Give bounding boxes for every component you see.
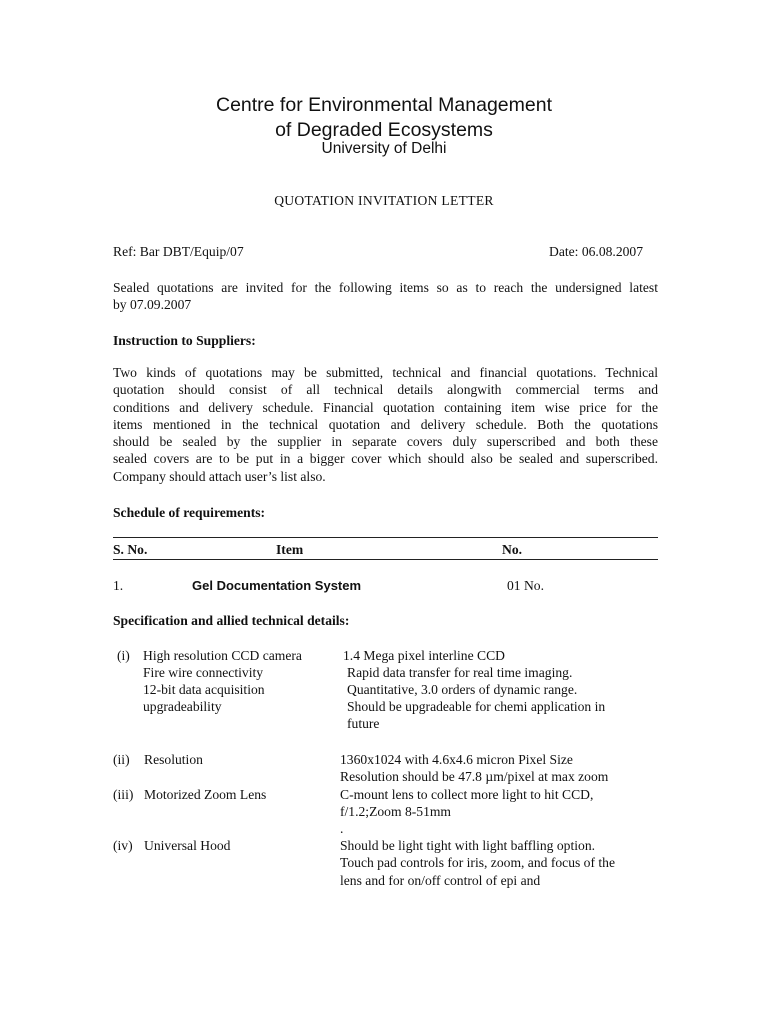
spec-label: 12-bit data acquisition: [143, 682, 265, 697]
intro-paragraph: [113, 279, 658, 314]
spec-detail: Resolution should be 47.8 µm/pixel at max zoom: [340, 769, 609, 784]
spec-detail: Touch pad controls for iris, zoom, and focus of the: [340, 855, 616, 870]
spec-number: (ii): [113, 752, 130, 767]
instructions-line: Company should attach user’s list also.: [113, 468, 326, 484]
spec-label: High resolution CCD camera: [143, 648, 302, 663]
spec-label: Resolution: [144, 752, 203, 767]
letter-date: Date: 06.08.2007: [549, 244, 644, 259]
spec-label: upgradeability: [143, 699, 222, 714]
table-header-rule: [113, 559, 658, 560]
instructions-line: conditions and delivery schedule. Financial quotation containing item wise price for the: [113, 399, 658, 415]
specification-heading: Specification and allied technical details:: [113, 613, 350, 628]
letter-title: QUOTATION INVITATION LETTER: [274, 193, 494, 208]
instructions-paragraph: [113, 364, 658, 485]
spec-detail: f/1.2;Zoom 8-51mm: [340, 804, 452, 819]
instructions-line: quotation should consist of all technical details alongwith commercial terms and: [113, 382, 658, 398]
spec-detail: lens and for on/off control of epi and: [340, 873, 541, 888]
intro-line: Sealed quotations are invited for the following items so as to reach the undersigned latest: [113, 280, 658, 295]
spec-detail: .: [340, 821, 344, 836]
spec-detail: future: [347, 716, 380, 731]
table-top-rule: [113, 537, 658, 538]
spec-detail: 1.4 Mega pixel interline CCD: [343, 648, 505, 663]
table-header-sno: S. No.: [113, 542, 148, 557]
organization-name-line1: Centre for Environmental Management: [215, 94, 552, 116]
table-header-no: No.: [502, 542, 523, 557]
instructions-line: Two kinds of quotations may be submitted, technical and financial quotations. Technical: [113, 365, 658, 380]
instructions-line: sealed covers are to be put in a bigger cover which should also be sealed and superscribed.: [113, 451, 658, 467]
spec-detail: Quantitative, 3.0 orders of dynamic range.: [347, 682, 578, 697]
instructions-line: should be sealed by the supplier in separate covers duly superscribed and both these: [113, 434, 658, 450]
university-name: University of Delhi: [321, 140, 447, 157]
reference-number: Ref: Bar DBT/Equip/07: [113, 244, 244, 259]
spec-detail: C-mount lens to collect more light to hit CCD,: [340, 787, 594, 802]
schedule-heading: Schedule of requirements:: [113, 505, 266, 520]
spec-number: (i): [117, 648, 130, 663]
spec-label: Motorized Zoom Lens: [144, 787, 267, 802]
spec-label: Universal Hood: [144, 838, 231, 853]
spec-number: (iv): [113, 838, 133, 853]
spec-number: (iii): [113, 787, 134, 802]
spec-label: Fire wire connectivity: [143, 665, 264, 680]
spec-detail: Should be upgradeable for chemi application in: [347, 699, 606, 714]
table-cell-qty: 01 No.: [507, 578, 545, 593]
intro-line: by 07.09.2007: [113, 297, 192, 313]
spec-detail: 1360x1024 with 4.6x4.6 micron Pixel Size: [340, 752, 573, 767]
table-cell-item: Gel Documentation System: [192, 578, 362, 593]
table-cell-sno: 1.: [113, 578, 124, 593]
instructions-line: items mentioned in the technical quotation and delivery schedule. Both the quotations: [113, 416, 658, 432]
instructions-heading: Instruction to Suppliers:: [113, 333, 256, 348]
table-header-item: Item: [276, 542, 304, 557]
organization-name-line2: of Degraded Ecosystems: [275, 119, 493, 141]
spec-detail: Rapid data transfer for real time imaging.: [347, 665, 573, 680]
spec-detail: Should be light tight with light baffling option.: [340, 838, 596, 853]
